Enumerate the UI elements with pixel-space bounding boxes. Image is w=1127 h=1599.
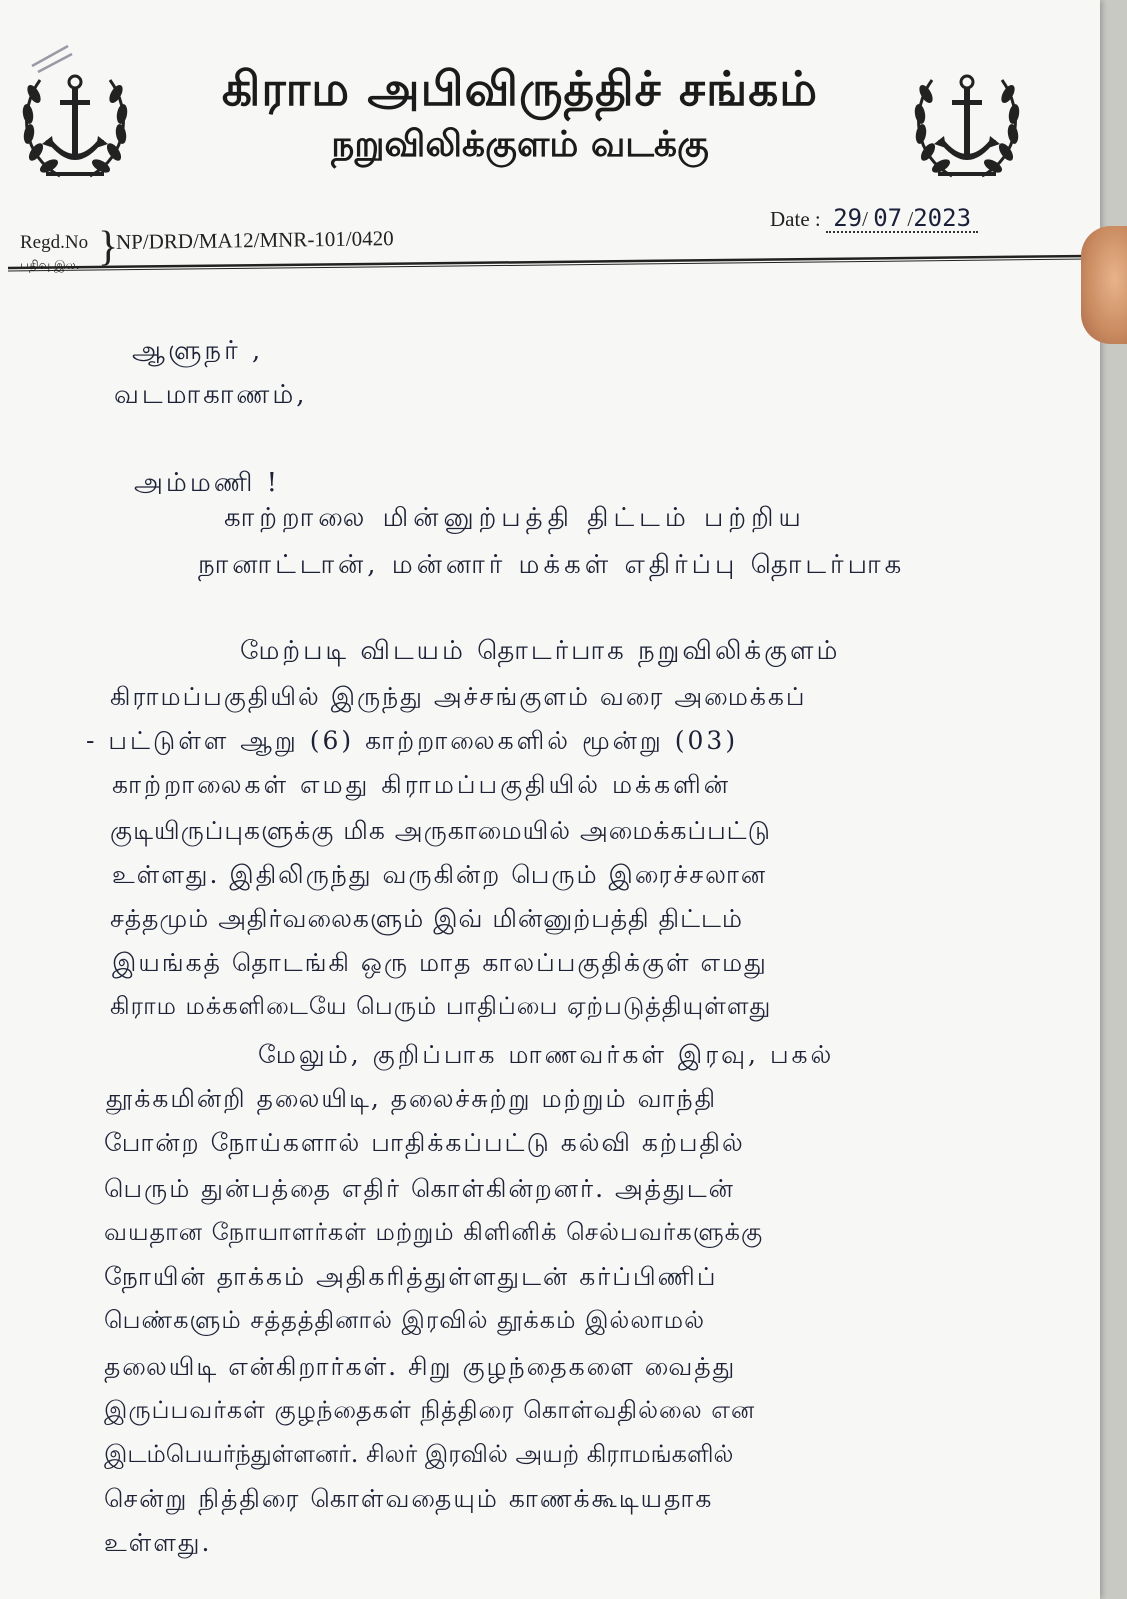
body-line: தலையிடி என்கிறார்கள். சிறு குழந்தைகளை வைத்து <box>104 1352 737 1381</box>
body-line: வயதான நோயாளர்கள் மற்றும் கிளினிக் செல்பவர்களுக்கு <box>104 1218 764 1246</box>
organization-location: நறுவிலிக்குளம் வடக்கு <box>331 124 709 165</box>
thumb-holding-page <box>1081 226 1127 344</box>
date-separator: / <box>862 207 868 231</box>
body-line: காற்றாலைகள் எமது கிராமப்பகுதியில் மக்களின் <box>112 770 731 799</box>
body-line: இருப்பவர்கள் குழந்தைகள் நித்திரை கொள்வதில்லை என <box>104 1396 756 1424</box>
body-line: கிராமப்பகுதியில் இருந்து அச்சங்குளம் வரை அமைக்கப் <box>110 682 807 711</box>
body-line: போன்ற நோய்களால் பாதிக்கப்பட்டு கல்வி கற்பதில் <box>104 1128 745 1157</box>
body-line: மேலும், குறிப்பாக மாணவர்கள் இரவு, பகல் <box>258 1040 835 1069</box>
organization-name: கிராம அபிவிருத்திச் சங்கம் <box>221 62 819 117</box>
anchor-wreath-icon <box>16 60 134 188</box>
body-line: பெண்களும் சத்தத்தினால் இரவில் தூக்கம் இல்லாமல் <box>104 1306 706 1334</box>
date-year: 2023 <box>913 204 972 232</box>
date-value <box>826 204 978 233</box>
recipient-line: ஆளுநர் , <box>132 336 264 366</box>
date-separator: / <box>907 207 914 231</box>
body-line: நோயின் தாக்கம் அதிகரித்துள்ளதுடன் கர்ப்பிணிப் <box>104 1262 718 1291</box>
body-line: இயங்கத் தொடங்கி ஒரு மாத காலப்பகுதிக்குள் எமது <box>112 948 768 977</box>
province-line: வடமாகாணம், <box>114 380 308 410</box>
body-line: மேற்படி விடயம் தொடர்பாக நறுவிலிக்குளம் <box>240 636 841 666</box>
header-divider <box>8 252 1088 272</box>
body-line: குடியிருப்புகளுக்கு மிக அருகாமையில் அமைக்கப்பட்டு <box>110 816 771 845</box>
body-line: உள்ளது. இதிலிருந்து வருகின்ற பெரும் இரைச்சலான <box>112 860 768 889</box>
regd-brace: } <box>98 224 119 270</box>
date-field <box>770 204 978 232</box>
date-day: 29 <box>833 204 863 232</box>
regd-label: Regd.No <box>20 232 89 253</box>
anchor-wreath-icon <box>908 60 1026 188</box>
registration-number: NP/DRD/MA12/MNR-101/0420 <box>115 226 394 254</box>
date-month: 07 <box>873 204 903 232</box>
body-line: சென்று நித்திரை கொள்வதையும் காணக்கூடியதாக <box>104 1484 714 1513</box>
subject-line-1: காற்றாலை மின்னுற்பத்தி திட்டம் பற்றிய <box>224 503 806 533</box>
subject-line-2: நானாட்டான், மன்னார் மக்கள் எதிர்ப்பு தொடர்பாக <box>198 550 906 580</box>
body-line: சத்தமும் அதிர்வலைகளும் இவ் மின்னுற்பத்தி திட்டம் <box>110 904 743 933</box>
body-line: இடம்பெயர்ந்துள்ளனர். சிலர் இரவில் அயற் கிராமங்களில் <box>104 1440 734 1468</box>
regd-label-tamil: பதிவு இல. <box>20 258 80 272</box>
body-line: உள்ளது. <box>104 1528 212 1557</box>
body-line: பெரும் துன்பத்தை எதிர் கொள்கின்றனர். அத்துடன் <box>104 1174 735 1203</box>
salutation: அம்மணி ! <box>134 468 281 498</box>
body-line: தூக்கமின்றி தலையிடி, தலைச்சுற்று மற்றும் வாந்தி <box>106 1084 718 1113</box>
body-line: - பட்டுள்ள ஆறு (6) காற்றாலைகளில் மூன்று (03) <box>86 726 739 755</box>
date-label: Date : <box>770 207 821 231</box>
body-line: கிராம மக்களிடையே பெரும் பாதிப்பை ஏற்படுத்தியுள்ளது <box>110 992 772 1020</box>
